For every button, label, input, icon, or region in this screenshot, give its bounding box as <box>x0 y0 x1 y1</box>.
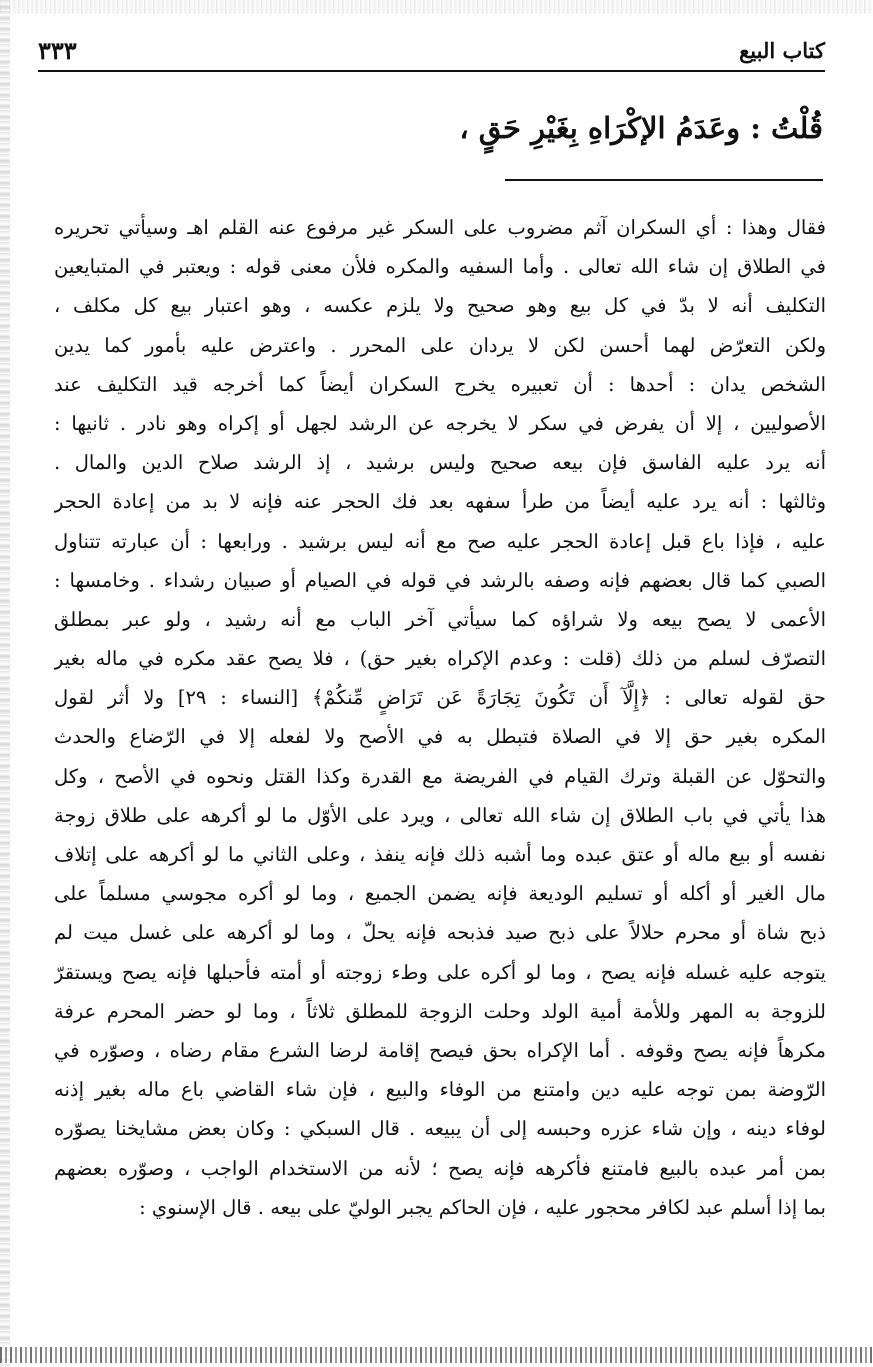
commentary-line: الرّوضة بمن توجه عليه دين وامتنع من الوفاء والبيع ، فإن شاء القاضي باع ماله بغير إذنه <box>54 1078 826 1102</box>
commentary-line: لوفاء دينه ، وإن شاء عزره وحبسه إلى أن يبيعه . قال السبكي : وكان بعض مشايخنا يصوّره <box>54 1117 826 1141</box>
commentary-line: التكليف أنه لا بدّ في كل بيع وهو صحيح ولا يلزم عكسه ، وهو اعتبار بيع كل مكلف ، <box>54 294 826 318</box>
matn-separator-rule <box>505 179 823 181</box>
commentary-line: عليه ، فإذا باع قبل إعادة الحجر عليه صح مع أنه ليس برشيد . ورابعها : أن عبارته تتناول <box>54 529 826 553</box>
commentary-line: ذبح شاة أو محرم حلالاً على ذبح صيد فذبحه فإنه يحلّ ، وما لو أكرهه على غسل ميت لم <box>54 921 826 945</box>
header-rule <box>38 70 825 72</box>
scan-top-edge <box>0 0 873 14</box>
scan-bottom-border <box>0 1347 873 1363</box>
commentary-line: ولكن التعرّض لهما أحسن لكن لا يردان على المحرر . واعترض عليه بأمور كما يدين <box>54 333 826 357</box>
commentary-line: فقال وهذا : أي السكران آثم مضروب على السكر غير مرفوع عنه القلم اهـ وسيأتي تحريره <box>54 216 826 239</box>
commentary-line: الصبي كما قال بعضهم فإنه وصفه بالرشد في قوله في الصيام أو صبيان رشداء . وخامسها : <box>54 568 826 592</box>
commentary-line: نفسه أو بيع ماله أو عتق عبده وما أشبه ذلك فإنه ينفذ ، وعلى الثاني ما لو أكرهه على إتلاف <box>54 843 826 866</box>
commentary-line: بما إذا أسلم عبد لكافر محجور عليه ، فإن الحاكم يجبر الوليّ على بيعه . قال الإسنوي : <box>139 1195 826 1219</box>
commentary-line: أنه يرد عليه الفاسق فإن بيعه صحيح وليس برشيد ، إذ الرشد صلاح الدين والمال . <box>54 451 826 475</box>
commentary-line: الشخص يدان : أحدها : أن تعبيره يخرج السكران أيضاً كما أخرجه قيد التكليف عند <box>54 372 826 396</box>
commentary-line: هذا يأتي في باب الطلاق إن شاء الله تعالى ، ويرد على الأوّل ما لو أكرهه على طلاق زوجة <box>54 803 826 827</box>
commentary-line: في الطلاق إن شاء الله تعالى . وأما السفيه والمكره فلأن معنى قوله : ويعتبر في المتبايعين <box>54 255 826 279</box>
commentary-line: للزوجة به المهر وللأمة أمية الولد وحلت الزوجة للمطلق ثلاثاً ، وما لو حضر المحرم عرفة <box>54 999 826 1023</box>
page-number: ٣٣٣ <box>38 36 77 65</box>
commentary-line: مال الغير أو أكله أو تسليم الوديعة فإنه يضمن الجميع ، وما لو أكره مجوسي مسلماً على <box>54 882 826 906</box>
commentary-line: والتحوّل عن القبلة وترك القيام في الفريضة مع القدرة وكذا القتل ونحوه في الأصح ، وكل <box>54 764 826 788</box>
commentary-body <box>54 208 826 1227</box>
page-header <box>38 36 825 72</box>
scan-left-edge <box>0 0 10 1367</box>
commentary-line: مكرهاً فإنه يصح وقوفه . أما الإكراه بحق فيصح إقامة لرضا الشرع مقام رضاه ، وصوّره في <box>54 1038 826 1062</box>
commentary-line: الأصوليين ، إلا أن يفرض في سكر لا يخرجه عن الرشد لجهل أو إكراه وهو نادر . ثانيها : <box>54 411 826 435</box>
commentary-line: الأعمى لا يصح بيعه ولا شراؤه كما سيأتي آخر الباب مع أنه رشيد ، ولو عبر بمطلق <box>54 607 826 631</box>
commentary-line: المكره بغير حق إلا في الصلاة فتبطل به في الأصح ولا لفعله إلا في الرّضاع والحدث <box>54 725 826 749</box>
commentary-line: بمن أمر عبده بالبيع فامتنع فأكرهه فإنه يصح ؛ لأنه من الاستخدام الواجب ، وصوّره بعضهم <box>54 1156 826 1180</box>
matn-text: قُلْتُ : وعَدَمُ الإكْرَاهِ بِغَيْرِ حَقٍ ، <box>459 111 823 145</box>
commentary-line: يتوجه عليه غسله فإنه يصح ، وما لو أكره على وطء زوجته أو أمته فأحبلها فإنه يصح ويستقرّ <box>54 960 826 984</box>
commentary-line: التصرّف لسلم من ذلك (قلت : وعدم الإكراه بغير حق) ، فلا يصح عقد مكره في ماله بغير <box>54 647 826 671</box>
commentary-line: وثالثها : أنه يرد عليه أيضاً من طرأ سفهه بعد فك الحجر عنه فإنه لا بد من إعادة الحجر <box>54 490 826 514</box>
commentary-line: حق لقوله تعالى : ﴿إِلَّآ أَن تَكُونَ تِجَارَةً عَن تَرَاضٍ مِّنكُمْ﴾ [النساء : ٢٩] ولا أثر لقول <box>54 686 826 710</box>
running-title: كتاب البيع <box>739 38 825 63</box>
